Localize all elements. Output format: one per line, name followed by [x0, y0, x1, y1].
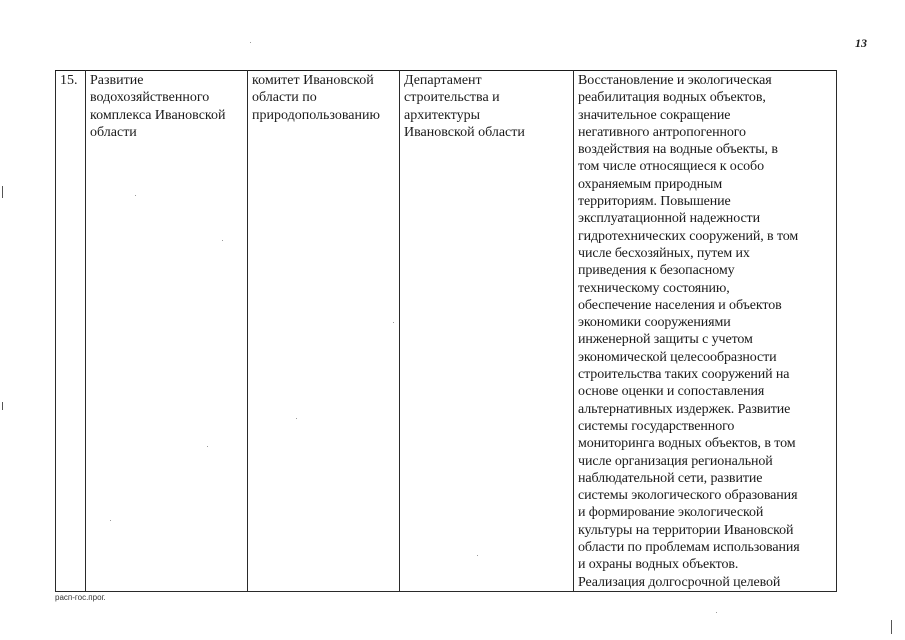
row-number-cell: [56, 71, 86, 592]
scan-edge-mark: [2, 186, 3, 198]
scan-speck: [250, 42, 251, 43]
program-description: Восстановление и экологическая реабилитация водных объектов, значительное сокращение негативного антропогенного воздействия на водные объекты, в том числе относящиеся к особо охраняемым природным территориям. Повышение эксплуатационной надежности гидротехнических сооружений, в том числе бесхозяйных, путем их приведения к безопасному техническому состоянию, обеспечение населения и объектов экономики сооружениями инженерной защиты с учетом экономической целесообразности строительства таких сооружений на основе оценки и сопоставления альтернативных издержек. Развитие системы государственного мониторинга водных объектов, в том числе организация региональной наблюдательной сети, развитие системы экологического образования и формирование экологической культуры на территории Ивановской области по проблемам использования и охраны водных объектов. Реализация долгосрочной целевой: [578, 73, 800, 590]
co-executor-cell: [400, 71, 574, 592]
scan-speck: [716, 612, 717, 613]
scan-edge-mark: [891, 620, 892, 634]
row-number: 15.: [60, 73, 78, 88]
scan-speck: [135, 195, 136, 196]
scan-speck: [110, 520, 111, 521]
scan-speck: [207, 446, 208, 447]
responsible-cell: [248, 71, 400, 592]
co-executor: Департамент строительства и архитектуры Ивановской области: [404, 73, 525, 140]
program-name-cell: [86, 71, 248, 592]
table-row: [56, 71, 837, 592]
scan-speck: [296, 418, 297, 419]
page-number: 13: [855, 36, 867, 50]
scan-edge-mark: [2, 402, 3, 410]
scan-speck: [222, 240, 223, 241]
footer-label: расп-гос.прог.: [55, 593, 106, 602]
scan-speck: [393, 322, 394, 323]
description-cell: [574, 71, 837, 592]
program-name: Развитие водохозяйственного комплекса Ивановской области: [90, 73, 226, 140]
program-table: [55, 70, 837, 592]
responsible-executor: комитет Ивановской области по природопользованию: [252, 73, 380, 123]
scan-speck: [477, 555, 478, 556]
